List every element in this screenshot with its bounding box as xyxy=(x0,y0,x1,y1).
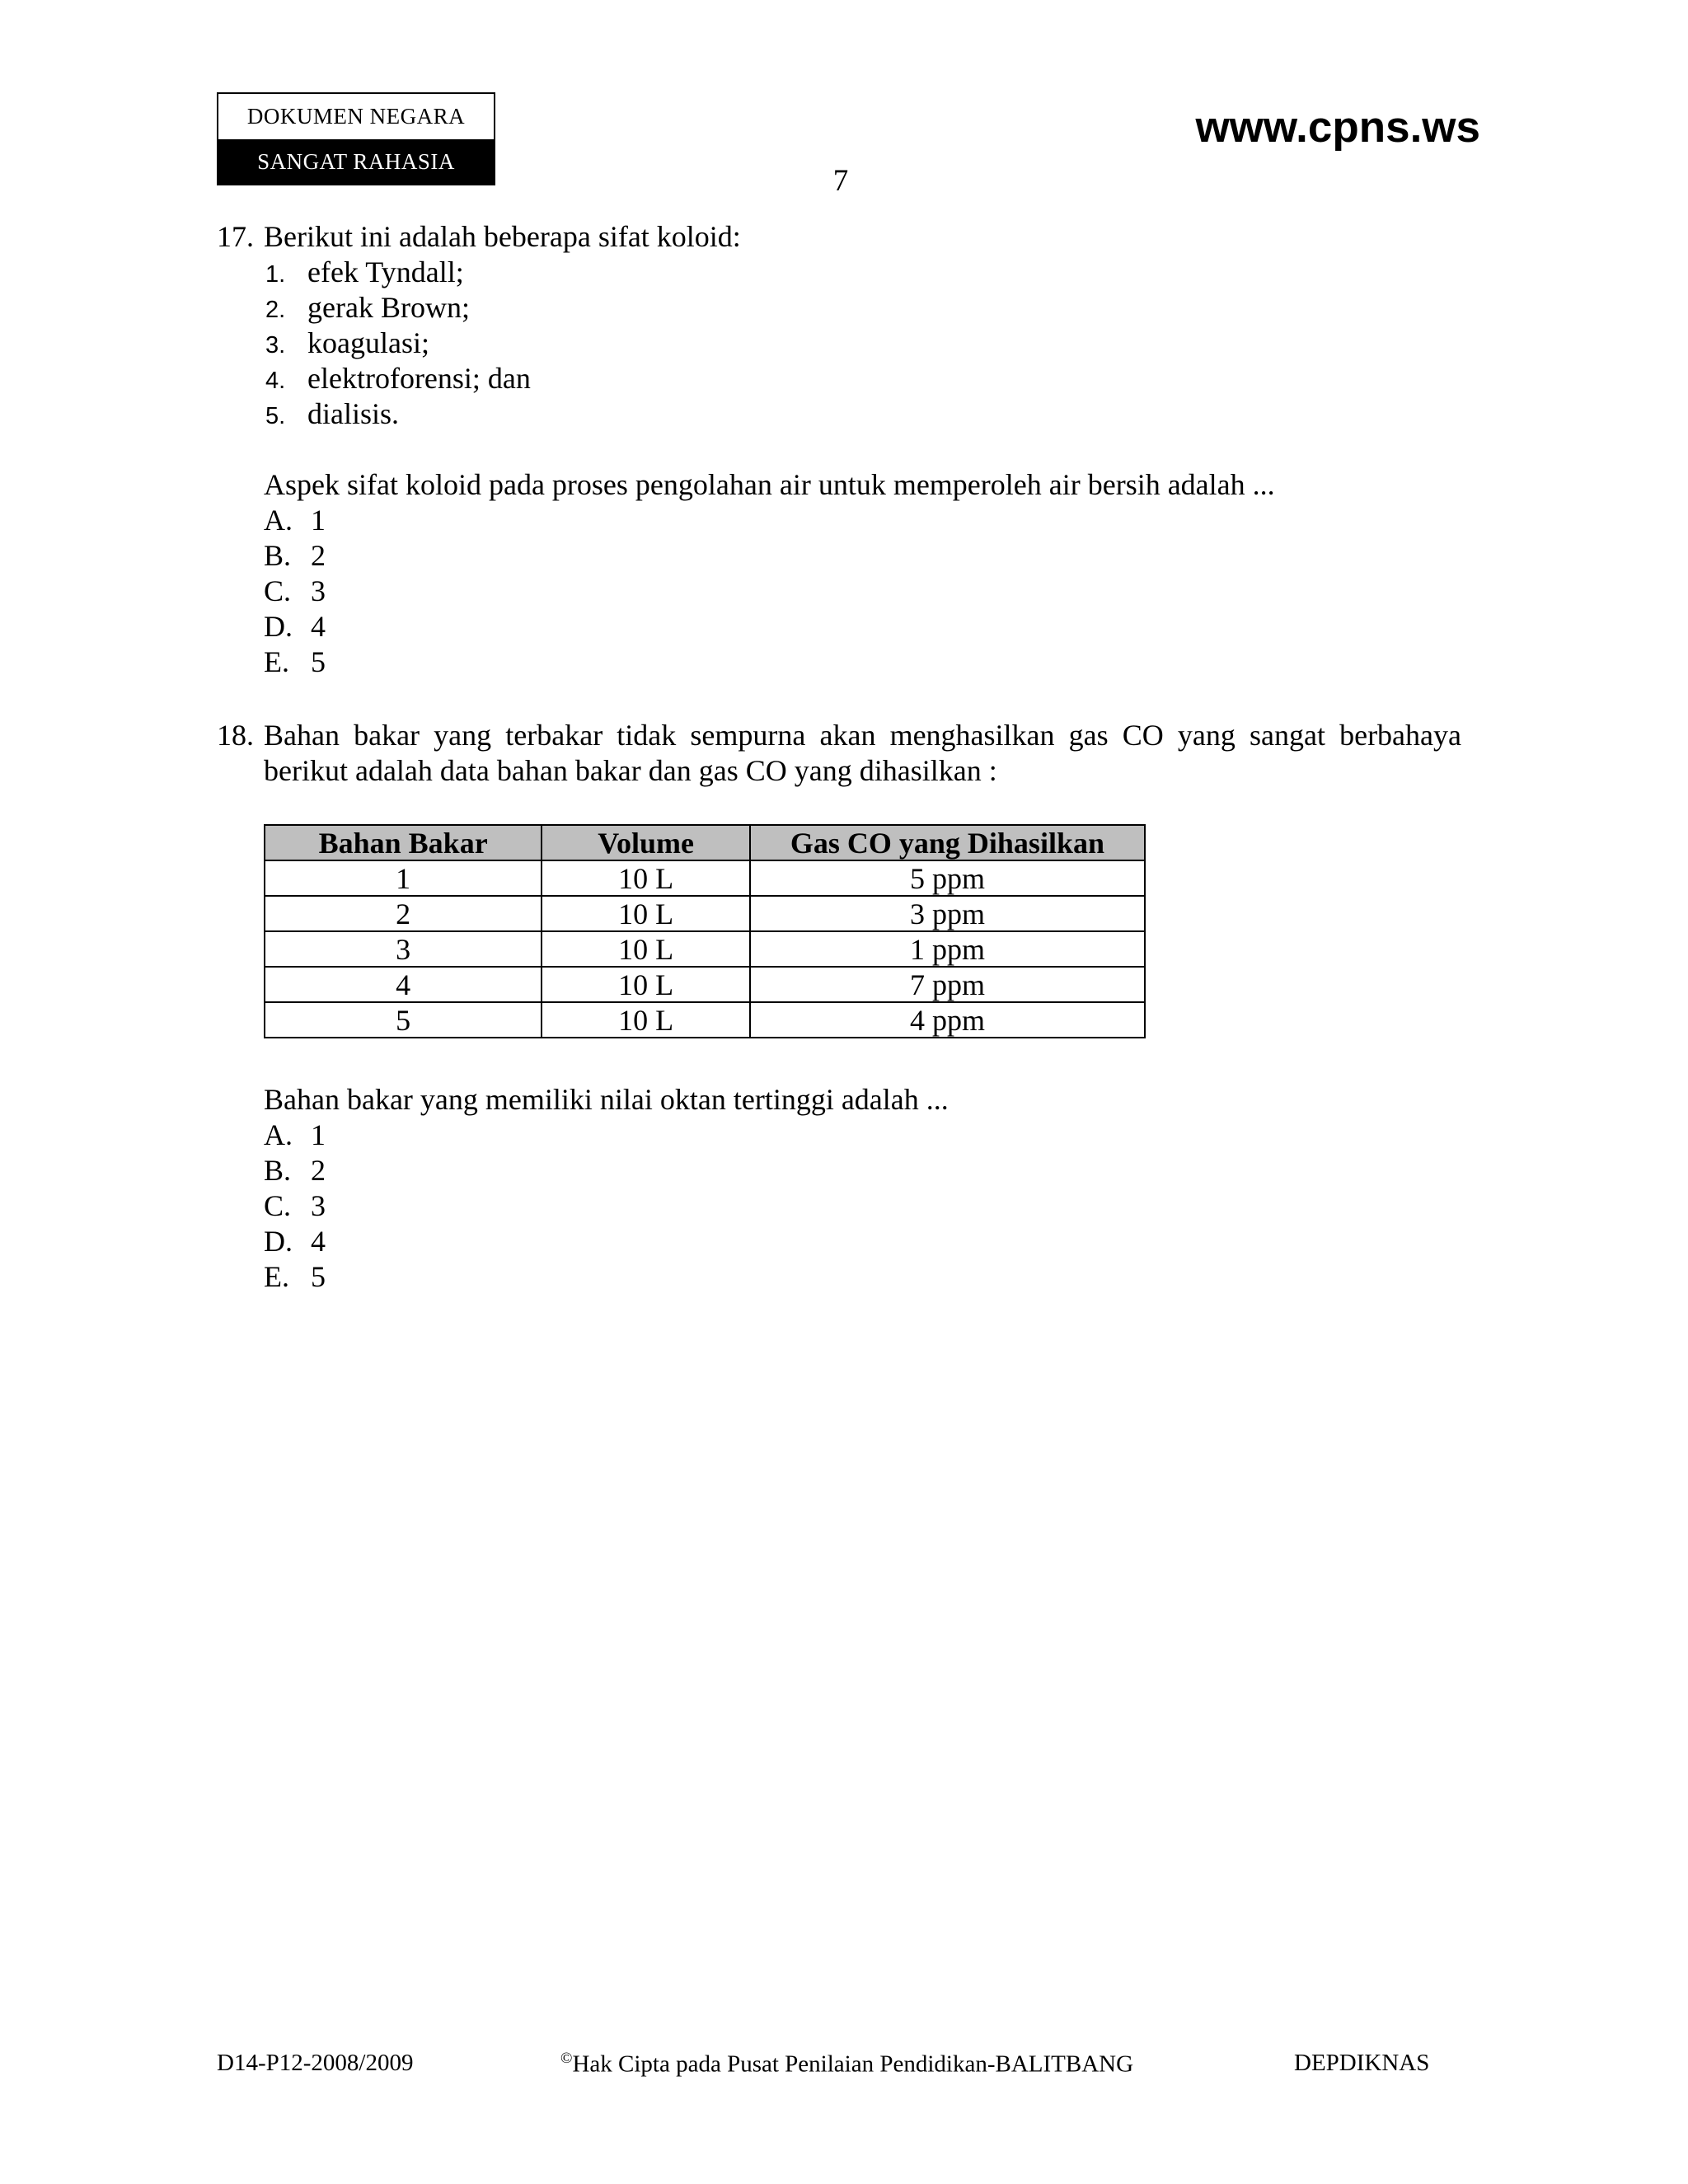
table-row xyxy=(265,860,1145,896)
stamp-top-label: DOKUMEN NEGARA xyxy=(246,104,466,129)
list-item-text: dialisis. xyxy=(307,397,400,430)
table-cell: 4 ppm xyxy=(750,1002,1145,1038)
option-letter: A. xyxy=(264,1118,293,1151)
list-item-text: gerak Brown; xyxy=(307,291,470,324)
copyright-symbol: © xyxy=(560,2050,573,2067)
column-header: Gas CO yang Dihasilkan xyxy=(750,825,1145,860)
option-letter: B. xyxy=(264,1154,292,1187)
list-item-text: efek Tyndall; xyxy=(307,255,464,288)
question-stem-line-1: Bahan bakar yang terbakar tidak sempurna akan menghasilkan gas CO yang sangat berbahaya xyxy=(264,719,1461,752)
page-number: 7 xyxy=(832,164,849,198)
copyright-notice xyxy=(560,2050,1133,2079)
option-value: 2 xyxy=(311,1154,326,1187)
option-value: 2 xyxy=(311,539,326,572)
table-cell: 10 L xyxy=(542,931,750,967)
option-value: 4 xyxy=(311,610,326,643)
option-letter: E. xyxy=(264,1260,289,1293)
list-item-number: 5. xyxy=(265,403,286,429)
table-row xyxy=(265,896,1145,931)
table-row xyxy=(265,967,1145,1002)
option-letter: A. xyxy=(264,504,293,537)
list-item-number: 1. xyxy=(265,261,286,288)
website-url: www.cpns.ws xyxy=(1195,103,1480,152)
table-cell: 2 xyxy=(265,896,542,931)
table-cell: 10 L xyxy=(542,896,750,931)
option-letter: B. xyxy=(264,539,292,572)
option-letter: D. xyxy=(264,1225,293,1258)
question-number: 17. xyxy=(217,220,254,253)
table-row xyxy=(265,931,1145,967)
option-value: 3 xyxy=(311,574,326,607)
table-cell: 4 xyxy=(265,967,542,1002)
table-header-row xyxy=(265,825,1145,860)
table-cell: 5 ppm xyxy=(750,860,1145,896)
list-item-text: elektroforensi; dan xyxy=(307,362,531,395)
table-row xyxy=(265,1002,1145,1038)
option-value: 1 xyxy=(311,504,326,537)
copyright-text: Hak Cipta pada Pusat Penilaian Pendidikan-BALITBANG xyxy=(572,2050,1134,2078)
table-cell: 10 L xyxy=(542,967,750,1002)
option-value: 1 xyxy=(311,1118,326,1151)
fuel-data-table xyxy=(264,824,1146,1038)
table-cell: 1 ppm xyxy=(750,931,1145,967)
option-value: 5 xyxy=(311,1260,326,1293)
classification-stamp xyxy=(217,92,495,185)
question-prompt: Aspek sifat koloid pada proses pengolahan air untuk memperoleh air bersih adalah ... xyxy=(264,468,1275,501)
table-cell: 7 ppm xyxy=(750,967,1145,1002)
option-value: 5 xyxy=(311,645,326,678)
option-letter: C. xyxy=(264,574,292,607)
question-stem-line-2: berikut adalah data bahan bakar dan gas CO yang dihasilkan : xyxy=(264,754,997,787)
option-letter: C. xyxy=(264,1189,292,1222)
option-letter: E. xyxy=(264,645,289,678)
stamp-bottom-label: SANGAT RAHASIA xyxy=(218,139,494,184)
agency-name: DEPDIKNAS xyxy=(1294,2050,1430,2076)
list-item-text: koagulasi; xyxy=(307,326,429,359)
table-cell: 1 xyxy=(265,860,542,896)
question-prompt: Bahan bakar yang memiliki nilai oktan tertinggi adalah ... xyxy=(264,1083,949,1116)
table-cell: 3 xyxy=(265,931,542,967)
column-header: Bahan Bakar xyxy=(265,825,542,860)
document-code: D14-P12-2008/2009 xyxy=(217,2050,414,2076)
table-cell: 3 ppm xyxy=(750,896,1145,931)
question-stem: Berikut ini adalah beberapa sifat koloid: xyxy=(264,220,741,253)
question-number: 18. xyxy=(217,719,254,752)
table-cell: 10 L xyxy=(542,1002,750,1038)
list-item-number: 2. xyxy=(265,297,286,323)
list-item-number: 3. xyxy=(265,332,286,359)
option-value: 4 xyxy=(311,1225,326,1258)
table-cell: 5 xyxy=(265,1002,542,1038)
column-header: Volume xyxy=(542,825,750,860)
table-cell: 10 L xyxy=(542,860,750,896)
option-value: 3 xyxy=(311,1189,326,1222)
option-letter: D. xyxy=(264,610,293,643)
list-item-number: 4. xyxy=(265,368,286,394)
